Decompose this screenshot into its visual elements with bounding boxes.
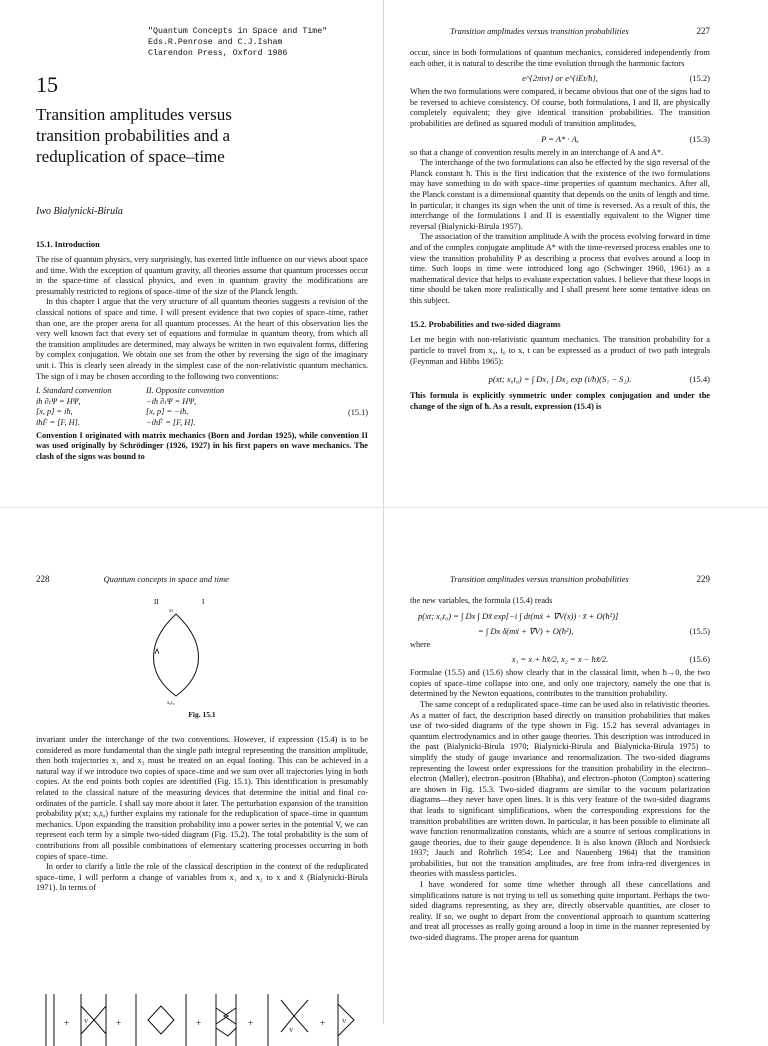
chapter-title-line: reduplication of space–time: [36, 147, 225, 166]
source-note-line: Eds.R.Penrose and C.J.Isham: [148, 38, 283, 47]
equation-number: (15.3): [689, 133, 710, 144]
page-229: [410, 574, 710, 1024]
equation-body: P = A* · A,: [541, 133, 579, 144]
source-note-line: Clarendon Press, Oxford 1986: [148, 49, 288, 58]
figure-15-2-diagrams: [36, 986, 368, 1046]
equation: [410, 653, 710, 665]
running-head: [410, 574, 710, 584]
convention-row: −iħ ∂ₜΨ = HΨ,: [146, 396, 197, 406]
paragraph: the new variables, the formula (15.4) reads: [410, 596, 553, 605]
convention-row: [x, p] = iħ,: [36, 407, 73, 417]
diagram-vertex-label: V: [342, 1019, 347, 1025]
convention-row: iħḞ = [F, H].: [36, 417, 80, 427]
two-sided-diagram: [216, 994, 236, 1046]
page-number: 227: [696, 26, 710, 36]
page-number: 229: [696, 574, 710, 584]
equation-number: (15.1): [347, 408, 368, 418]
paragraph: I have wondered for some time whether through all these cancellations and simplifications nature is not trying to tell us something quite important. Perhaps the two-sided diagrams representing, as they are, directly observable quantities, are closer to reality. If so, we ought to depart from the conventional approach to quantum scattering and treat all processes as really going around a loop in time in the manner represented by two-sided diagrams. The proper arena for quantum: [410, 880, 710, 943]
figure-15-1: [36, 592, 368, 710]
paragraph: occur, since in both formulations of quantum mechanics, considered independently from each other, it is natural to describe the time evolution through the harmonic factors: [410, 48, 710, 68]
plus-sign: +: [196, 1018, 202, 1028]
chapter-author: Iwo Bialynicki-Birula: [36, 206, 123, 217]
equation-number: (15.4): [689, 374, 710, 385]
running-head: [36, 574, 368, 584]
chapter-title: [36, 104, 232, 167]
convention-title: II. Opposite convention: [146, 386, 225, 396]
convention-title: I. Standard convention: [36, 386, 112, 396]
equation-body: p(xt; x₀t₀) = ∫ Dx ∫ Dx̃ exp[−i ∫ dt(mẍ + ∇V(x)) · x̃ + O(ħ²)]: [418, 610, 619, 621]
two-sided-diagram: [136, 994, 186, 1046]
chapter-number: 15: [36, 72, 58, 97]
two-sided-diagram: [268, 994, 308, 1046]
conventions-block: [36, 386, 368, 428]
fig-label-copy-i: I: [202, 598, 205, 606]
paragraph: The interchange of the two formulations can also be effected by the sign reversal of the Planck constant ħ. This is the first indication that the existence of the two formulations may have something to do with space–time properties of quantum mechanics. After all, the Planck constant is a dimensional quantity that depends on the units of length and time. In particular, it changes its sign when the unit of time is reversed. As a result of this, the interchange of the formulations I and II is essentially equivalent to the Wigner time reversal (Bialynicki-Birula 1957).: [410, 158, 710, 231]
plus-sign: +: [248, 1018, 254, 1028]
page-number: 228: [36, 574, 50, 584]
paragraph: Let me begin with non-relativistic quantum mechanics. The transition probability for a particle to travel from x₀, t₀ to x, t can be expressed as a product of two path integrals (Feynman and Hibbs 1965):: [410, 335, 710, 366]
paragraph: This formula is explicitly symmetric under complex conjugation and under the change of the sign of ħ. As a result, expression (15.4) is: [410, 391, 710, 411]
equation: [410, 610, 710, 622]
running-head-title: Quantum concepts in space and time: [103, 574, 229, 584]
plus-sign: +: [116, 1018, 122, 1028]
fig-loop-path: [154, 614, 199, 696]
page-gutter: [383, 0, 384, 1024]
equation: [410, 72, 710, 84]
equation-number: (15.5): [689, 625, 710, 636]
equation: [410, 133, 710, 145]
fig-path-arrow: [155, 649, 159, 654]
running-head: [410, 26, 710, 36]
diagram-vertex-label: V: [289, 1028, 294, 1034]
paragraph: The association of the transition amplitude A with the process evolving forward in time and of the complex conjugate amplitude A* with the time-reversed process enables one to view the transition probability P as describing a process that evolves around a loop in time. Such loops in time were introduced long ago (Schwinger 1960, 1961) as a mathematical device that helps to evaluate expectation values. I believe that these loops in time should be taken more realistically and I shall present here some tentative ideas on this subject.: [410, 232, 710, 305]
equation-body: e^{2πiνt} or e^{iEt/ħ},: [522, 73, 598, 84]
page-227: [410, 26, 710, 504]
page-226: [36, 26, 368, 504]
section-heading: 15.1. Introduction: [36, 240, 100, 249]
source-note: [148, 26, 327, 59]
paragraph: Convention I originated with matrix mechanics (Born and Jordan 1925), while convention II was used originally by Schrödinger (1926, 1927) in his first papers on wave mechanics. The clash of the signs was bound to: [36, 430, 368, 461]
equation-number: (15.6): [689, 654, 710, 665]
plus-sign: +: [320, 1018, 326, 1028]
paragraph: In this chapter I argue that the very structure of all quantum theories suggests a revision of the classical notions of space and time. I will present evidence that two copies of space–time, rather than one, are the proper arena for all quantum processes. At the heart of this observation lies the very well known fact that every set of equations and formulae in quantum theory, from which all the transition amplitudes are determined, may always be written in two equivalent forms, differing by complex conjugation. We obtain one set from the other by reversing the sign of the imaginary unit i. This is clearly seen already in the simplest case of the non-relativistic quantum mechanics. The sign of i may be chosen according to the following two conventions:: [36, 297, 368, 381]
chapter-title-line: Transition amplitudes versus: [36, 105, 232, 124]
paragraph: The same concept of a reduplicated space–time can be used also in relativistic theories. As a matter of fact, the description based directly on transition probabilities that makes use of two-sided diagrams of the type shown in Fig. 15.2 has several advantages in quantum electrodynamics and in other gauge theories. This description was introduced in the past (Bialynicki-Birula 1970; Bialynicki-Birula and Bialynicka-Birula 1975) to simplify the study of gauge invariance and renormalization. The two-sided diagrams representing the lowest order expressions for the transition probability in the electron–electron (Møller), electron–positron (Bhabha), and electron–photon (Compton) scattering are shown in Fig. 15.3. Two-sided diagrams are similar to the vacuum polarization diagrams—they never have open lines. It is this very feature of the two-sided diagrams that leads to significant simplifications, when the corresponding expressions for the transition probabilities are written down. In particular, it has been possible to eliminate all wave function renormalization constants, which are a source of serious complications in gauge theories, due to their gauge dependence. It is also known (Bloch and Nordsieck 1937; Jauch and Rohrlich 1954; Lee and Nauenberg 1964) that the transition probabilities, but not the transition amplitudes, are free from infra-red divergences in theories with massless particles.: [410, 699, 710, 879]
equation: [410, 625, 710, 637]
convention-row: iħ ∂ₜΨ = HΨ,: [36, 396, 81, 406]
equation-body: x₁ = x + ħx̃/2, x₂ = x − ħx̃/2.: [511, 654, 609, 665]
running-head-title: Transition amplitudes versus transition probabilities: [450, 574, 629, 584]
section-heading: 15.2. Probabilities and two-sided diagrams: [410, 320, 561, 330]
paragraph: In order to clarify a little the role of the classical description in the context of the reduplicated space–time, I will perform a change of variables from x₁ and x₂ to x and x̃ (Bialynicki-Birula 1971). In terms of: [36, 862, 368, 893]
paragraph: invariant under the interchange of the two conventions. However, if expression (15.4) is to be considered as more fundamental than the single path integral representing the transition amplitude, then both trajectories x₁ and x₂ must be treated on an equal footing. This can be achieved in a natural way if we introduce two copies of space–time and we sum over all trajectories lying in both copies. At the end points both copies are identified (Fig. 15.1). This identification is presumably related to the classical nature of the measuring devices that determine the initial and final co-ordinates of the particle. I shall say more about it later. The perturbation expansion of the transition probability p(xt; x₀t₀) further explains my rationale for the reduplication of space–time in quantum mechanics. Upon expanding the transition probability into a power series in the potential V, we can represent each term by a simple two-sided diagram (Fig. 15.2). The total probability is the sum of contributions from all possible combinations of elementary scattering processes occurring in both copies of space–time.: [36, 735, 368, 861]
source-note-line: "Quantum Concepts in Space and Time": [148, 27, 328, 36]
fig-label-copy-ii: II: [154, 598, 159, 606]
paragraph: so that a change of convention results merely in an interchange of A and A*.: [410, 147, 664, 157]
fig-label-final-point: xt: [169, 609, 173, 614]
page-separator: [0, 507, 768, 508]
convention-row: −iħḞ = [F, H].: [146, 417, 196, 427]
page-228: [36, 574, 368, 1034]
paragraph: Formulae (15.5) and (15.6) show clearly that in the classical limit, when ħ→0, the two copies of space–time collapse into one, and only one trajectory, namely the one that is determined by the Newton equations, contributes to the transition probability.: [410, 668, 710, 699]
paragraph: The rise of quantum physics, very surprisingly, has exerted little influence on our views about space and time. With the exception of quantum gravity, all theories assume that quantum processes occur in the space-time of classical physics, and even in quantum gravity the modifications are presumably restricted to regions of space–time of the size of the Planck length.: [36, 255, 368, 296]
plus-sign: +: [64, 1018, 70, 1028]
paragraph: When the two formulations were compared, it became obvious that one of the signs had to be reversed to achieve consistency. Of course, both formulations, I and II, are physically completely equivalent; they give identical transition probabilities. The transition probabilities are defined as squared moduli of transition amplitudes,: [410, 87, 710, 128]
figure-caption: Fig. 15.1: [188, 710, 216, 719]
equation: [410, 373, 710, 385]
running-head-title: Transition amplitudes versus transition probabilities: [450, 26, 629, 36]
chapter-title-line: transition probabilities and a: [36, 126, 231, 145]
convention-row: [x, p] = −iħ,: [146, 407, 189, 417]
fig-label-initial-point: x₀t₀: [167, 701, 175, 706]
two-sided-diagram: [46, 994, 54, 1046]
equation-body: = ∫ Dx δ(mẍ + ∇V) + O(ħ²),: [478, 625, 574, 636]
diagram-vertex-label: V: [84, 1019, 89, 1025]
equation-body: p(xt; x₀t₀) = ∫ Dx₁ ∫ Dx₂ exp (i/ħ)(S₁ − S₂).: [488, 374, 632, 385]
where-label: where: [410, 639, 431, 649]
equation-number: (15.2): [689, 73, 710, 84]
